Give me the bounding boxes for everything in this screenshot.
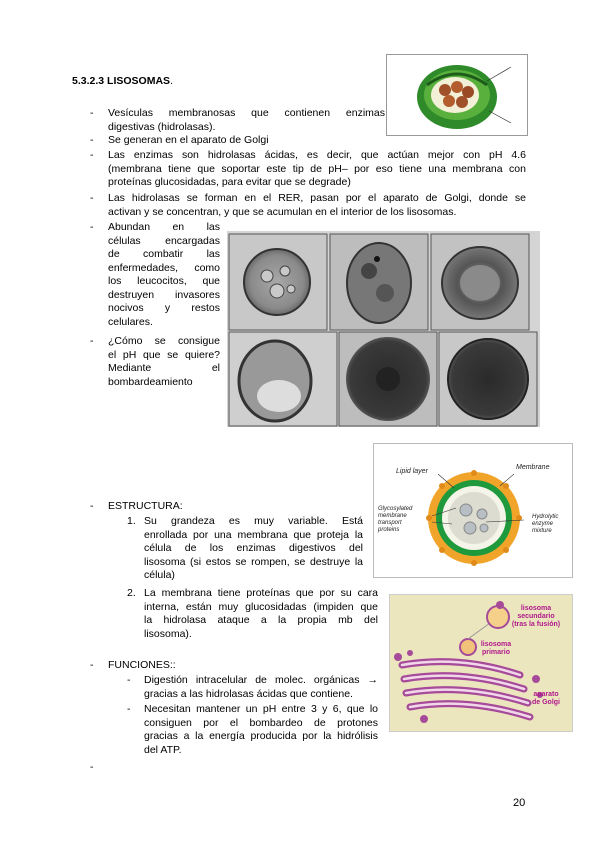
label-lisosoma-secundario: lisosoma secundario (tras la fusión) (511, 605, 561, 628)
label-aparato-golgi: aparato de Golgi (532, 691, 560, 706)
lysosome-structure-diagram (373, 443, 573, 578)
label-glycosylated: Glycosylated membrane transport proteins (378, 506, 413, 533)
bullet-vesiculas: Vesículas membranosas que contienen enzimas digestivas (hidrolasas). (108, 107, 385, 133)
section-title: LISOSOMAS (107, 75, 171, 87)
functions-label: FUNCIONES:: (108, 659, 176, 671)
bullet-rer: Las hidrolasas se forman en el RER, pasan por el aparato de Golgi, donde se activan y se concentran, y que se acumulan en el interior de los lisosomas. (108, 192, 526, 218)
page-number: 20 (513, 797, 526, 809)
bullet-hidrolasas-acidas: Las enzimas son hidrolasas ácidas, es decir, que actúan mejor con pH 4.6 (membrana tiene que soportar este tip de pH– por eso tiene una membrana con proteínas glucosidadas, para evitar que se degrade) (108, 149, 526, 188)
golgi-diagram (389, 594, 573, 732)
structure-label: ESTRUCTURA: (108, 500, 183, 512)
bullet-abundan: Abundan en las células encargadas de combatir las enfermedades, como los leucocitos, que destruyen invasores nocivos y restos celulares. (108, 221, 220, 328)
lysosome-illustration (386, 54, 528, 136)
label-lipid-layer: Lipid layer (396, 468, 428, 475)
structure-item-1: Su grandeza es muy variable. Está enrollada por una membrana que proteja la célula de los enzimas digestivos del lisosoma (si estos se rompen, se destruye la célula) (144, 515, 363, 581)
section-heading: 5.3.2.3 LISOSOMAS. (72, 75, 173, 87)
label-lisosoma-primario: lisosoma primario (480, 641, 512, 656)
micrograph-grid (227, 231, 540, 427)
function-item-1: Digestión intracelular de molec. orgánicas → gracias a las hidrolasas ácidas que contiene. (144, 674, 378, 700)
label-hydrolytic: Hydrolytic enzyme mixture (532, 514, 559, 534)
function-item-2: Necesitan mantener un pH entre 3 y 6, que lo consiguen por el bombardeo de protones gracias a la energía producida por la hidrólisis del ATP. (144, 703, 378, 756)
bullet-como-ph: ¿Cómo se consigue el pH que se quiere? Mediante el bombardeamiento (108, 335, 220, 388)
section-number: 5.3.2.3 (72, 75, 105, 87)
empty-bullet: - (90, 761, 94, 773)
label-membrane: Membrane (516, 464, 550, 471)
bullet-golgi: Se generan en el aparato de Golgi (108, 134, 269, 146)
structure-item-2: La membrana tiene proteínas que por su cara interna, están muy glucosidadas (impiden que la hidrolasa ataque a la propia mb del lisosoma). (144, 587, 378, 640)
